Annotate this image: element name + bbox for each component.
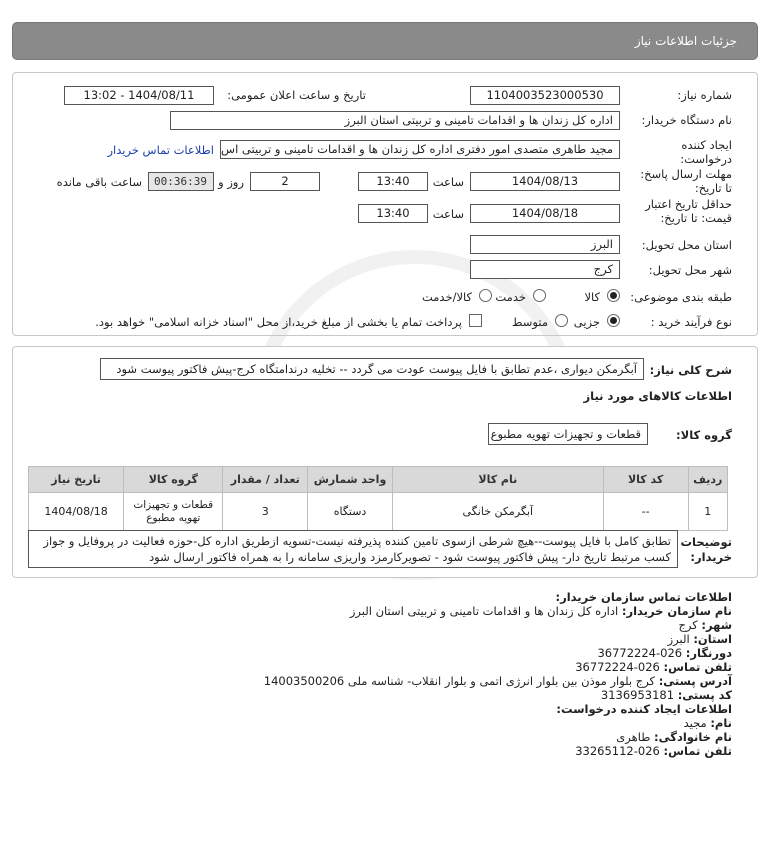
city-label: شهر محل تحویل:	[648, 263, 732, 277]
cell-unit: دستگاه	[308, 493, 393, 531]
description-label: شرح کلی نیاز:	[649, 363, 732, 377]
category-label: طبقه بندی موضوعی:	[630, 290, 732, 304]
contact-address-value: کرج بلوار موذن بین بلوار انرژی اتمی و بلوار انقلاب- شناسه ملی 14003500206	[263, 674, 656, 688]
table-row	[29, 493, 728, 531]
contact-city-label: شهر:	[701, 618, 732, 632]
col-name: نام کالا	[392, 467, 603, 493]
creator-last-name-label: نام خانوادگی:	[654, 730, 732, 744]
validity-date-field[interactable]: 1404/08/18	[470, 204, 620, 223]
process-option-medium: متوسط	[511, 315, 548, 329]
creator-field[interactable]: مجید طاهری متصدی امور دفتری اداره کل زندان ها و اقدامات تامینی و تربیتی اس	[220, 140, 620, 159]
validity-label: حداقل تاریخ اعتبار	[645, 197, 732, 211]
buyer-notes-label-2: خریدار:	[690, 550, 732, 564]
contact-phone	[575, 660, 732, 674]
deadline-time-field[interactable]: 13:40	[358, 172, 428, 191]
validity-time-label: ساعت	[432, 207, 464, 221]
process-radio-minor[interactable]	[607, 314, 620, 327]
days-label: روز و	[218, 175, 244, 189]
category-option-goods: کالا	[584, 290, 600, 304]
remaining-time-label: ساعت باقی مانده	[56, 175, 142, 189]
category-radio-goods[interactable]	[607, 289, 620, 302]
contact-title: اطلاعات تماس سازمان خریدار:	[555, 590, 732, 604]
province-label: استان محل تحویل:	[641, 238, 732, 252]
announce-datetime-field[interactable]: 1404/08/11 - 13:02	[64, 86, 214, 105]
creator-first-name-label: نام:	[710, 716, 732, 730]
cell-name: آبگرمکن خانگی	[392, 493, 603, 531]
cell-code: --	[603, 493, 688, 531]
days-remaining-field: 2	[250, 172, 320, 191]
cell-date: 1404/08/18	[29, 493, 124, 531]
contact-address-label: آدرس پستی:	[658, 674, 732, 688]
validity-time-field[interactable]: 13:40	[358, 204, 428, 223]
contact-province	[668, 632, 732, 646]
deadline-date-field[interactable]: 1404/08/13	[470, 172, 620, 191]
buyer-notes-label: توضیحات	[680, 535, 732, 549]
process-label: نوع فرآیند خرید :	[650, 315, 732, 329]
col-unit: واحد شمارش	[308, 467, 393, 493]
contact-city	[678, 618, 732, 632]
contact-province-value: البرز	[667, 632, 690, 646]
need-number-label: شماره نیاز:	[677, 88, 732, 102]
creator-first-name	[684, 716, 732, 730]
treasury-payment-note: پرداخت تمام یا بخشی از مبلغ خرید،از محل "اسناد خزانه اسلامی" خواهد بود.	[95, 315, 462, 329]
col-row: ردیف	[688, 467, 728, 493]
contact-phone-label: تلفن تماس:	[663, 660, 732, 674]
creator-label: ایجاد کننده	[681, 138, 732, 152]
contact-fax-label: دورنگار:	[685, 646, 732, 660]
creator-last-name-value: طاهری	[616, 730, 651, 744]
buyer-org-label: نام دستگاه خریدار:	[641, 113, 732, 127]
category-radio-service[interactable]	[533, 289, 546, 302]
creator-phone	[575, 744, 732, 758]
col-group: گروه کالا	[124, 467, 223, 493]
col-date: تاریخ نیاز	[29, 467, 124, 493]
category-option-goods-service: کالا/خدمت	[421, 290, 472, 304]
col-code: کد کالا	[603, 467, 688, 493]
group-label: گروه کالا:	[676, 428, 732, 442]
creator-first-name-value: مجید	[683, 716, 707, 730]
contact-province-label: استان:	[693, 632, 732, 646]
contact-buyer-name	[350, 604, 732, 618]
announce-datetime-label: تاریخ و ساعت اعلان عمومی:	[227, 88, 366, 102]
contact-address	[264, 674, 732, 688]
contact-buyer-name-value: اداره کل زندان ها و اقدامات تامینی و تربیتی استان البرز	[349, 604, 619, 618]
deadline-label: مهلت ارسال پاسخ:	[640, 167, 732, 181]
province-field[interactable]: البرز	[470, 235, 620, 254]
cell-group: قطعات و تجهیزات تهویه مطبوع	[124, 493, 223, 531]
cell-row: 1	[688, 493, 728, 531]
deadline-time-label: ساعت	[432, 175, 464, 189]
category-option-service: خدمت	[495, 290, 526, 304]
city-field[interactable]: کرج	[470, 260, 620, 279]
contact-city-value: کرج	[678, 618, 698, 632]
description-field: آبگرمکن دیواری ،عدم تطابق با فایل پیوست عودت می گردد -- تخلیه درندامتگاه کرج-پیش فاکتور پیوست شود	[100, 358, 644, 380]
contact-fax-value: 026-36772224	[597, 646, 683, 660]
buyer-notes-field: تطابق کامل با فایل پیوست--هیچ شرطی ازسوی تامین کننده پذیرفته نیست-تسویه ازطریق اداره کل-حوزه فعالیت در پروفایل و جواز کسب مرتبط تاریخ دار- پیش فاکتور پیوست شود - تصویرکارمزد واریزی سامانه را به همراه فاکتور ارسال شود	[28, 530, 678, 568]
need-number-field[interactable]: 1104003523000530	[470, 86, 620, 105]
contact-phone-value: 026-36772224	[575, 660, 660, 674]
table-header-row	[29, 467, 728, 493]
creator-last-name	[616, 730, 732, 744]
validity-label-2: قیمت: تا تاریخ:	[660, 211, 732, 225]
contact-postal-label: کد پستی:	[677, 688, 732, 702]
contact-postal	[601, 688, 732, 702]
page-title: جزئیات اطلاعات نیاز	[634, 34, 737, 48]
treasury-payment-checkbox[interactable]	[469, 314, 482, 327]
creator-info-title: اطلاعات ایجاد کننده درخواست:	[556, 702, 732, 716]
process-radio-medium[interactable]	[555, 314, 568, 327]
page-header	[12, 22, 758, 60]
creator-label-2: درخواست:	[680, 152, 732, 166]
buyer-org-field[interactable]: اداره کل زندان ها و اقدامات تامینی و تربیتی استان البرز	[170, 111, 620, 130]
group-field: قطعات و تجهیزات تهویه مطبوع	[488, 423, 648, 445]
category-radio-goods-service[interactable]	[479, 289, 492, 302]
countdown-timer: 00:36:39	[148, 172, 214, 191]
goods-info-title: اطلاعات کالاهای مورد نیاز	[583, 389, 732, 403]
goods-table	[28, 466, 728, 531]
cell-qty: 3	[223, 493, 308, 531]
contact-postal-value: 3136953181	[600, 688, 675, 702]
process-option-minor: جزیی	[573, 315, 600, 329]
creator-phone-value: 026-33265112	[575, 744, 660, 758]
contact-fax	[597, 646, 732, 660]
deadline-label-2: تا تاریخ:	[694, 181, 732, 195]
contact-buyer-name-label: نام سازمان خریدار:	[621, 604, 732, 618]
buyer-contact-link[interactable]: اطلاعات تماس خریدار	[107, 143, 214, 157]
col-qty: تعداد / مقدار	[223, 467, 308, 493]
creator-phone-label: تلفن تماس:	[663, 744, 732, 758]
